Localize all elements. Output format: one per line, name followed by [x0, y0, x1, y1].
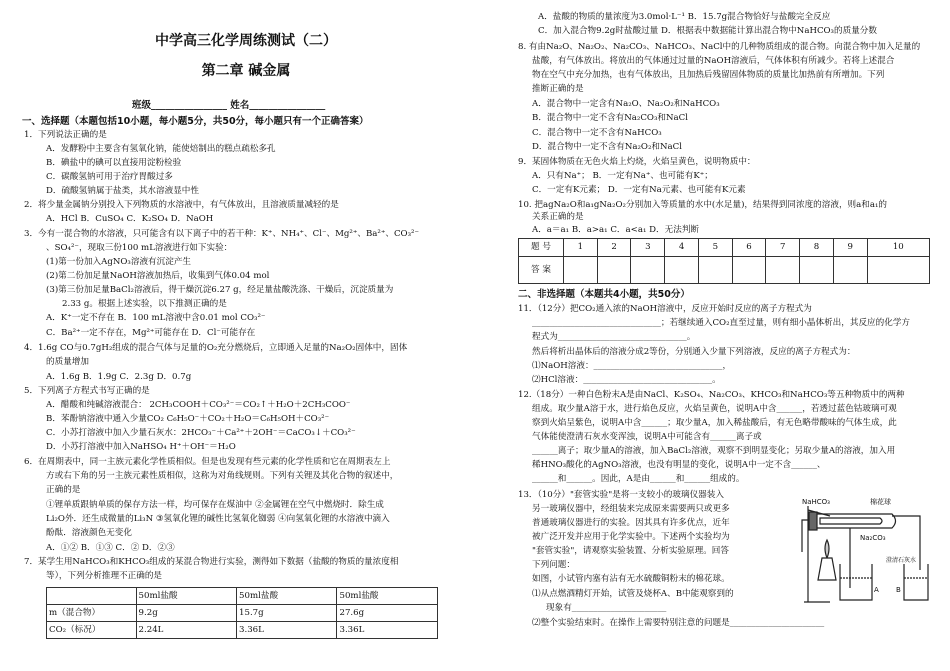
- question-12-cont-3: 气体能使澄清石灰水变浑浊，说明A中可能含有______离子或: [532, 432, 762, 442]
- question-6: 6．在周期表中，同一主族元素化学性质相似。但是也发现有些元素的化学性质和它在周期表左上: [24, 457, 391, 467]
- question-11: 11．（12分）把CO₂通入浓的NaOH溶液中，反应开始时反应的离子方程式为: [518, 304, 812, 314]
- table-cell: 答 案: [519, 257, 564, 284]
- q8-option-a: A．混合物中一定含有Na₂O、Na₂O₂和NaHCO₃: [532, 99, 720, 109]
- label-nahco3: NaHCO₃: [802, 498, 830, 506]
- q10-options: A．a＝a₁ B．a>a₁ C．a<a₁ D．无法判断: [532, 225, 700, 235]
- question-5: 5．下列离子方程式书写正确的是: [24, 386, 150, 396]
- question-7-cont: 等），下列分析推理不正确的是: [46, 571, 163, 581]
- label-cotton-ball: 棉花球: [870, 498, 891, 506]
- question-12-cont-4: ______离子；取少量A的溶液，加入BaCl₂溶液，观察不到明显变化；另取少量A的溶液，加入用: [532, 446, 896, 456]
- stopper: [809, 512, 817, 530]
- table-row: [47, 622, 438, 639]
- answer-cell[interactable]: [631, 257, 665, 284]
- answer-cell[interactable]: [867, 257, 929, 284]
- table-cell: 5: [698, 239, 732, 257]
- q9-options-cd: C．一定有K元素； D．一定有Na元素、也可能有K元素: [532, 185, 746, 195]
- table-cell: [47, 588, 137, 605]
- table-cell: 3.36L: [237, 622, 337, 639]
- table-row: [519, 239, 930, 257]
- q7-data-table: [46, 587, 438, 639]
- answer-cell[interactable]: [800, 257, 834, 284]
- answer-cell[interactable]: [766, 257, 800, 284]
- question-12-cont-1: 组成。取少量A溶于水，进行焰色反应，火焰呈黄色，说明A中含______，若透过蓝色钴玻璃可观: [532, 404, 897, 414]
- question-3: 3．今有一混合物的水溶液，只可能含有以下离子中的若干种：K⁺、NH₄⁺、Cl⁻、Mg²⁺、Ba²⁺、CO₃²⁻: [24, 229, 420, 239]
- q5-option-c: C．小苏打溶液中加入少量石灰水：2HCO₃⁻＋Ca²⁺＋2OH⁻＝CaCO₃↓＋CO₃²⁻: [46, 428, 356, 438]
- table-cell: 9.2g: [136, 605, 236, 622]
- q6-options: A．①② B．①③ C．② D．②③: [46, 543, 175, 553]
- label-beaker-a: A: [874, 586, 879, 594]
- table-cell: 3.36L: [337, 622, 438, 639]
- answer-cell[interactable]: [597, 257, 631, 284]
- table-cell: 9: [833, 239, 867, 257]
- table-cell: 题 号: [519, 239, 564, 257]
- q5-option-b: B．苯酚钠溶液中通入少量CO₂ C₆H₅O⁻＋CO₂＋H₂O＝C₆H₅OH＋CO₃²⁻: [46, 414, 330, 424]
- question-8: 8. 有由Na₂O、Na₂O₂、Na₂CO₃、NaHCO₃、NaCl中的几种物质组成的混合物。向混合物中加入足量的: [518, 42, 921, 52]
- q9-options-ab: A．只有Na⁺； B．一定有Na⁺、也可能有K⁺；: [532, 171, 713, 181]
- table-cell: 50ml盐酸: [237, 588, 337, 605]
- question-13-cont-5: 下列问题：: [532, 560, 575, 570]
- question-11-cont-1: ______________________________；若继续通入CO₂直至过量，则有细小晶体析出，其反应的化学方: [532, 318, 911, 328]
- q11-part-1: ⑴NaOH溶液：______________________________，: [532, 361, 732, 371]
- q1-option-d: D．硫酸氢钠属于盐类，其水溶液显中性: [46, 186, 199, 196]
- question-13: 13．（10分）"套管实验"是将一支较小的玻璃仪器装入: [518, 490, 724, 500]
- question-11-cont-3: 然后将析出晶体后的溶液分成2等份，分别通入少量下列溶液，反应的离子方程式为：: [532, 347, 856, 357]
- question-1: 1．下列说法正确的是: [24, 130, 107, 140]
- q8-option-c: C．混合物中一定不含有NaHCO₃: [532, 128, 662, 138]
- q3-options-cd: C．Ba²⁺一定不存在，Mg²⁺可能存在 D．Cl⁻可能存在: [46, 328, 256, 338]
- question-3-cont: 、SO₄²⁻，现取三份100 mL溶液进行如下实验：: [46, 243, 233, 253]
- answer-table: [518, 238, 930, 284]
- question-9: 9．某固体物质在无色火焰上灼烧，火焰呈黄色，说明物质中：: [518, 157, 756, 167]
- question-13-cont-4: "套管实验"，请观察实验装置、分析实验原理。回答: [532, 546, 729, 556]
- table-cell: 15.7g: [237, 605, 337, 622]
- q3-step-3: (3)第三份加足量BaCl₂溶液后，得干燥沉淀6.27 g，经足量盐酸洗涤、干燥后，沉淀质量为: [46, 285, 394, 295]
- q8-option-d: D．混合物中一定不含有Na₂O₂和NaCl: [532, 142, 682, 152]
- question-4-cont: 的质量增加: [46, 357, 89, 367]
- q7-options-cd: C．加入混合物9.2g时盐酸过量 D．根据表中数据能计算出混合物中NaHCO₃的质量分数: [538, 26, 877, 36]
- question-7: 7．某学生用NaHCO₃和KHCO₃组成的某混合物进行实验，测得如下数据（盐酸的物质的量浓度相: [24, 557, 399, 567]
- question-8-cont-3: 推断正确的是: [532, 84, 584, 94]
- q3-step-1: (1)第一份加入AgNO₃溶液有沉淀产生: [46, 257, 192, 267]
- table-cell: 1: [564, 239, 598, 257]
- table-cell: CO₂（标况）: [47, 622, 137, 639]
- q4-options: A．1.6g B．1.9g C．2.3g D．0.7g: [46, 372, 192, 382]
- lamp-flame: [825, 540, 829, 558]
- q8-option-b: B．混合物中一定不含有Na₂CO₃和NaCl: [532, 113, 688, 123]
- q13-part-1-cont: 现象有______________________: [546, 603, 667, 613]
- table-cell: 4: [665, 239, 699, 257]
- question-12-cont-5: 稀HNO₃酸化的AgNO₃溶液，也没有明显的变化，说明A中一定不含______、: [532, 460, 826, 470]
- section-two-heading: 二、非选择题（本题共4小题，共50分）: [518, 289, 690, 300]
- table-cell: 10: [867, 239, 929, 257]
- question-11-cont-2: 程式为______________________________。: [532, 332, 696, 342]
- q3-step-2: (2)第二份加足量NaOH溶液加热后，收集到气体0.04 mol: [46, 271, 270, 281]
- q7-options-ab: A．盐酸的物质的量浓度为3.0mol·L⁻¹ B．15.7g混合物恰好与盐酸完全反应: [538, 12, 831, 22]
- q6-statements-3: 酚酞．溶液颜色无变化: [46, 528, 132, 538]
- answer-cell[interactable]: [665, 257, 699, 284]
- question-10: 10. 把agNa₂O和a₁gNa₂O₂分别加入等质量的水中(水足量)，结果得到同浓度的溶液，则a和a₁的: [518, 200, 888, 210]
- question-8-cont-2: 物在空气中充分加热，也有气体放出，且加热后残留固体物质的质量比加热前有所增加。下列: [532, 70, 885, 80]
- question-12-cont-2: 察到火焰呈紫色，说明A中含______；取少量A，加入稀盐酸后，有无色略带酸味的气体生成，此: [532, 418, 897, 428]
- table-cell: 27.6g: [337, 605, 438, 622]
- label-lime-water: 澄清石灰水: [886, 557, 917, 564]
- table-cell: 8: [800, 239, 834, 257]
- table-cell: 50ml盐酸: [337, 588, 438, 605]
- table-row: [519, 257, 930, 284]
- q5-option-a: A．醋酸和纯碱溶液混合： 2CH₃COOH＋CO₃²⁻＝CO₂↑＋H₂O＋2CH₃COO⁻: [46, 400, 351, 410]
- table-cell: 2.24L: [136, 622, 236, 639]
- q1-option-b: B．碘盐中的碘可以直接用淀粉检验: [46, 158, 182, 168]
- question-13-cont-1: 另一玻璃仪器中，经组装来完成原来需要两只或更多: [532, 504, 730, 514]
- table-cell: 7: [766, 239, 800, 257]
- question-13-cont-6: 如图，小试管内塞有沾有无水硫酸铜粉末的棉花球。: [532, 574, 730, 584]
- table-cell: 6: [732, 239, 766, 257]
- q13-part-2: ⑵整个实验结束时。在操作上需要特别注意的问题是______________________: [532, 618, 825, 628]
- q6-statements-2: Li₂O外．还生成微量的Li₃N ③氢氧化锂的碱性比氢氧化铷弱 ④向氢氧化锂的水溶液中滴入: [46, 514, 390, 524]
- table-cell: 3: [631, 239, 665, 257]
- q3-options-ab: A．K⁺一定不存在 B．100 mL溶液中含0.01 mol CO₃²⁻: [46, 313, 266, 323]
- question-2: 2．将少量金属钠分别投入下列物质的水溶液中，有气体放出，且溶液质量减轻的是: [24, 200, 339, 210]
- q11-part-2: ⑵HCl溶液：______________________________。: [532, 375, 721, 385]
- answer-cell[interactable]: [732, 257, 766, 284]
- q3-step-3-cont: 2.33 g。根据上述实验，以下推测正确的是: [62, 299, 227, 309]
- chapter-title: 第二章 碱金属: [201, 63, 291, 79]
- question-6-cont-2: 正确的是: [46, 485, 81, 495]
- outer-test-tube: [814, 514, 896, 528]
- question-8-cont-1: 盐酸，有气体放出。将放出的气体通过过量的NaOH溶液后，气体体积有所减少。若将上述混合: [532, 56, 895, 66]
- page-title: 中学高三化学周练测试（二）: [155, 33, 337, 49]
- q2-options: A．HCl B．CuSO₄ C．K₂SO₄ D．NaOH: [46, 214, 214, 224]
- alcohol-lamp: [818, 558, 836, 580]
- beaker-a: [840, 564, 872, 600]
- question-6-cont-1: 方或右下角的另一主族元素性质相似，这称为对角线规则。下列有关锂及其化合物的叙述中，: [46, 471, 399, 481]
- q1-option-c: C．碳酸氢钠可用于治疗胃酸过多: [46, 172, 173, 182]
- answer-cell[interactable]: [833, 257, 867, 284]
- question-12: 12.（18分）一种白色粉末A是由NaCl、K₂SO₄、Na₂CO₃、KHCO₃和NaHCO₃等五种物质中的两种: [518, 390, 905, 400]
- table-row: [47, 605, 438, 622]
- label-beaker-b: B: [896, 586, 901, 594]
- table-row: [47, 588, 438, 605]
- table-cell: 50ml盐酸: [136, 588, 236, 605]
- q13-part-1: ⑴从点燃酒精灯开始，试管及烧杯A、B中能观察到的: [532, 589, 734, 599]
- label-na2co3: Na₂CO₃: [860, 534, 886, 542]
- table-cell: 2: [597, 239, 631, 257]
- question-13-cont-2: 普通玻璃仪器进行的实验。因其具有许多优点，近年: [532, 518, 730, 528]
- question-13-cont-3: 被广泛开发并应用于化学实验中。下述两个实验均为: [532, 532, 730, 542]
- question-12-cont-6: ______和______。因此，A是由______和______组成的。: [532, 474, 745, 484]
- class-name-line: 班级________________ 姓名________________: [132, 100, 326, 111]
- answer-cell[interactable]: [698, 257, 732, 284]
- q6-statements-1: ①锂单质跟钠单质的保存方法一样，均可保存在煤油中 ②金属锂在空气中燃烧时．除生成: [46, 500, 384, 510]
- inner-test-tube: [820, 518, 882, 524]
- question-4: 4．1.6g CO与0.7gH₂组成的混合气体与足量的O₂充分燃烧后，立即通入足量的Na₂O₂固体中，固体: [24, 343, 408, 353]
- section-one-heading: 一、选择题（本题包括10小题，每小题5分，共50分，每小题只有一个正确答案）: [22, 116, 369, 127]
- nested-tube-apparatus-figure: [800, 492, 930, 610]
- q5-option-d: D．小苏打溶液中加入NaHSO₄ H⁺＋OH⁻＝H₂O: [46, 442, 236, 452]
- q1-option-a: A．发酵粉中主要含有氢氧化钠，能使焙制出的糕点疏松多孔: [46, 144, 276, 154]
- answer-cell[interactable]: [564, 257, 598, 284]
- beaker-b: [904, 564, 928, 600]
- table-cell: m（混合物）: [47, 605, 137, 622]
- question-10-cont: 关系正确的是: [532, 212, 584, 222]
